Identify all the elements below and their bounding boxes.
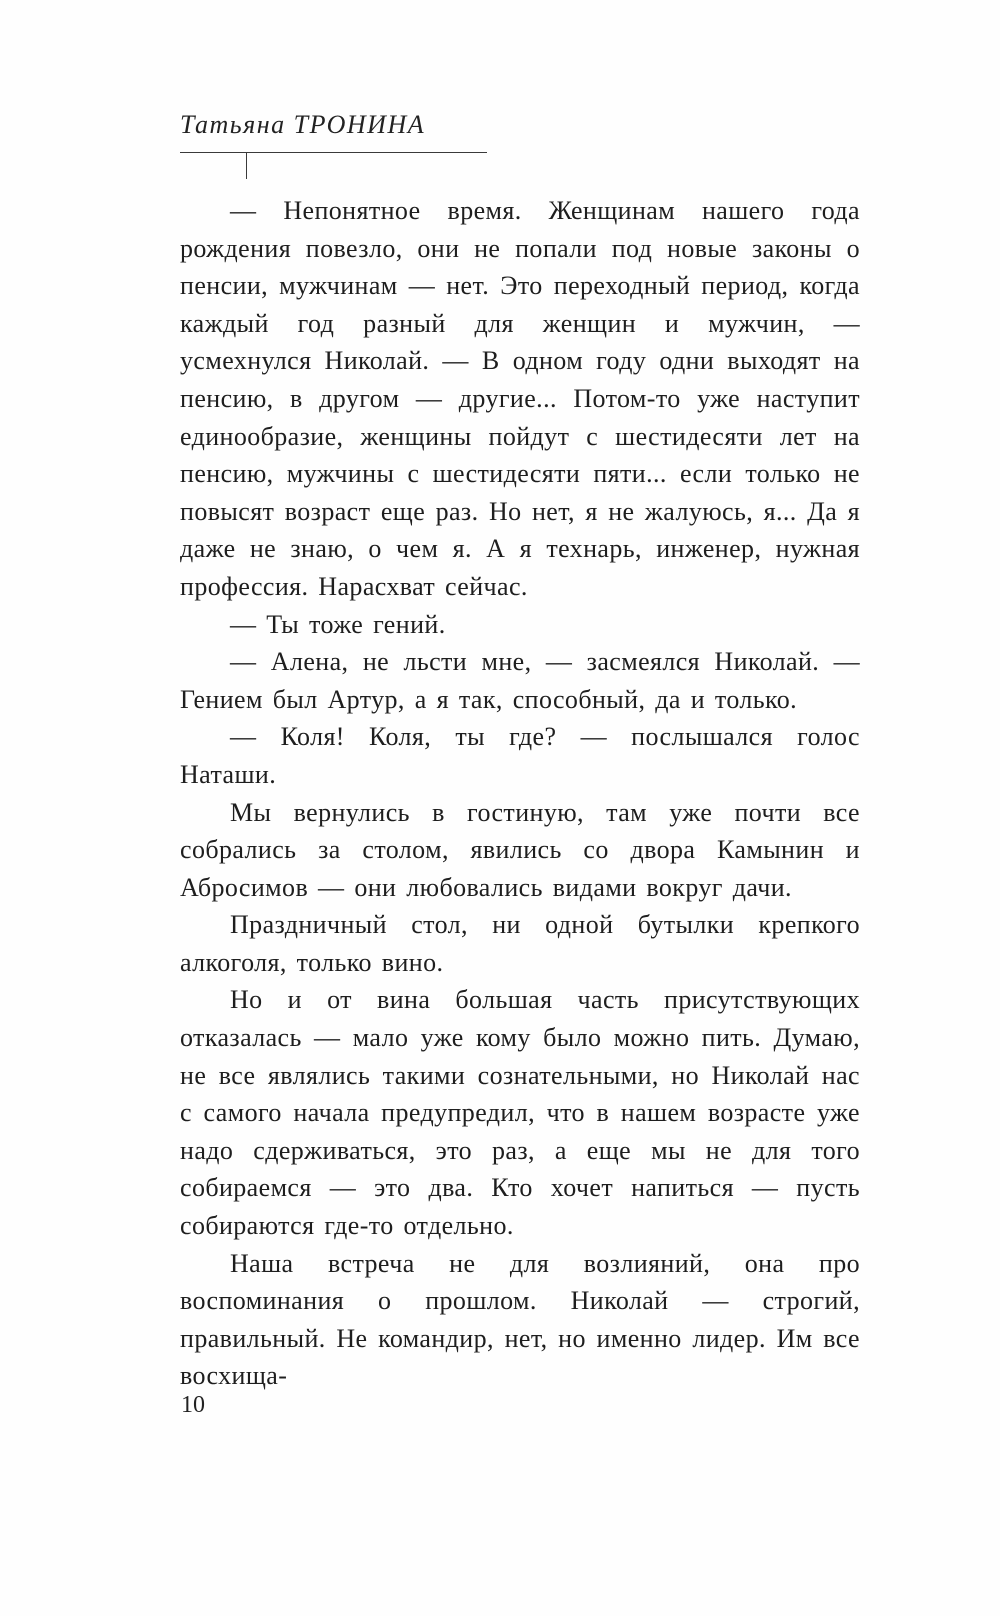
paragraph-narration: Наша встреча не для возлияний, она про воспоминания о прошлом. Николай — строгий, правильный. Не командир, нет, но именно лидер. Им все восхища- xyxy=(180,1248,860,1391)
paragraph-narration: Но и от вина большая часть присутствующих отказалась — мало уже кому было можно пить. Думаю, не все являлись такими сознательными, но Николай нас с самого начала предупредил, что в нашем возрасте уже надо сдерживаться, это раз, а еще мы не для того собираемся — это два. Кто хочет напиться — пусть собираются где-то отдельно. xyxy=(180,985,860,1241)
page-number: 10 xyxy=(181,1392,205,1418)
paragraph-narration: Праздничный стол, ни одной бутылки крепкого алкоголя, только вино. xyxy=(180,910,860,977)
paragraph-dialogue: — Непонятное время. Женщинам нашего года рождения повезло, они не попали под новые законы о пенсии, мужчинам — нет. Это переходный период, когда каждый год разный для женщин и мужчин, — усмехнулся Николай. — В одном году одни выходят на пенсию, в другом — другие... Потом-то уже наступит единообразие, женщины пойдут с шестидесяти лет на пенсию, мужчины с шестидесяти пяти... если только не повысят возраст еще раз. Но нет, я не жалуюсь, я... Да я даже не знаю, о чем я. А я технарь, инженер, нужная профессия. Нарасхват сейчас. xyxy=(180,196,860,601)
paragraph-dialogue: — Алена, не льсти мне, — засмеялся Николай. — Гением был Артур, а я так, способный, да и только. xyxy=(180,647,860,714)
running-head-author: Татьяна ТРОНИНА xyxy=(180,110,426,139)
header-rule-divider xyxy=(180,152,487,153)
header-ornament-tick xyxy=(246,152,247,179)
paragraph-dialogue: — Коля! Коля, ты где? — послышался голос Наташи. xyxy=(180,722,860,789)
paragraph-narration: Мы вернулись в гостиную, там уже почти все собрались за столом, явились со двора Камынин и Абросимов — они любовались видами вокруг дачи. xyxy=(180,797,860,902)
paragraph-dialogue: — Ты тоже гений. xyxy=(230,609,446,639)
page-body-text xyxy=(180,192,860,1395)
